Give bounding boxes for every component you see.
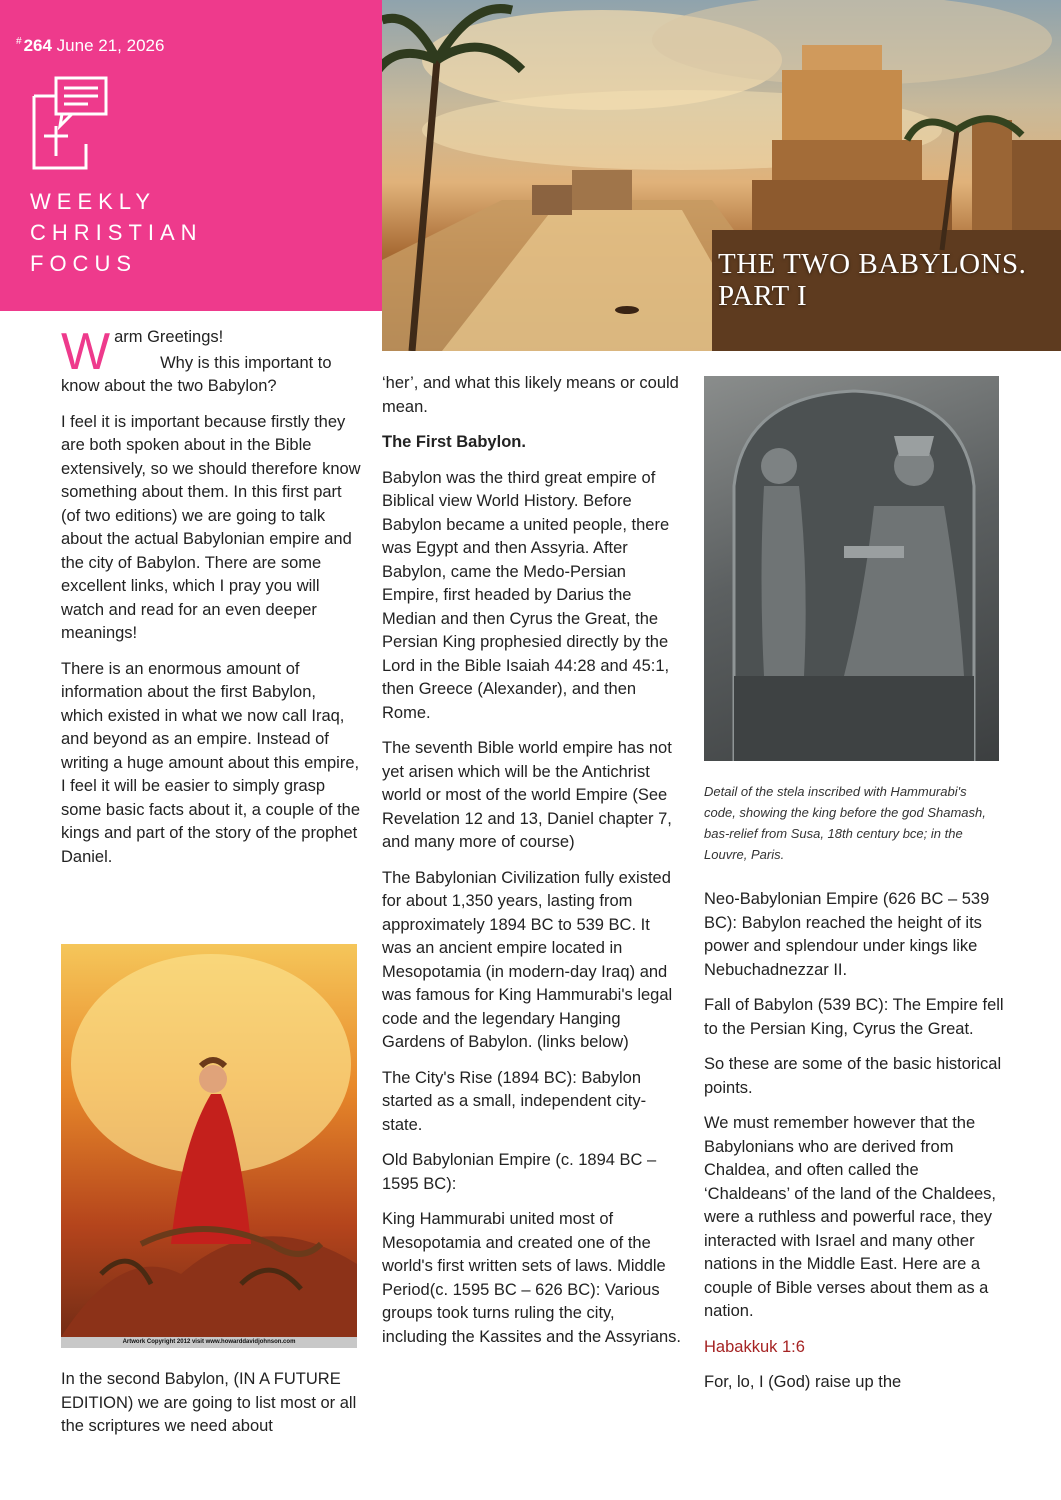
- paragraph: The seventh Bible world empire has not yet arisen which will be the Antichrist world or most of the world Empire (See Revelation 12 and 13, Daniel chapter 7, and many more of course): [382, 739, 672, 851]
- paragraph: We must remember however that the Babylonians who are derived from Chaldea, and often called the ‘Chaldeans’ of the land of the Chaldees, were a ruthless and powerful race, they interacted with Israel and many other nations in the Middle East. Here are a couple of Bible verses about them as a nation.: [704, 1114, 997, 1320]
- paragraph: So these are some of the basic historical points.: [704, 1055, 1002, 1097]
- whore-of-babylon-artwork: [61, 944, 357, 1348]
- paragraph: Fall of Babylon (539 BC): The Empire fell to the Persian King, Cyrus the Great.: [704, 996, 1004, 1038]
- artwork-credit: Artwork Copyright 2012 visit www.howarddavidjohnson.com: [61, 1337, 357, 1348]
- stela-relief-illustration: [704, 376, 999, 761]
- issue-date: June 21, 2026: [56, 36, 165, 55]
- issue-hash: #: [16, 36, 22, 48]
- article-column-3: [704, 888, 1004, 1407]
- drop-cap: W: [61, 323, 111, 381]
- paragraph: Neo-Babylonian Empire (626 BC – 539 BC): Babylon reached the height of its power and splendour under kings like Nebuchadnezzar II.: [704, 890, 990, 979]
- brand-name: [30, 186, 203, 279]
- greeting-paragraph: [61, 323, 361, 399]
- article-title: [718, 248, 1026, 312]
- greeting-text: arm Greetings!: [114, 328, 224, 346]
- hero-image: [382, 0, 1061, 351]
- paragraph: There is an enormous amount of information about the first Babylon, which existed in what we now call Iraq, and beyond as an empire. Instead of writing a huge amount about this empire, I feel it will be easier to simply grasp some basic facts about it, a couple of the kings and part of the story of the prophet Daniel.: [61, 659, 361, 866]
- paragraph: For, lo, I (God) raise up the: [704, 1373, 902, 1391]
- article-column-1: [61, 323, 361, 881]
- paragraph: The Babylonian Civilization fully existed for about 1,350 years, lasting from approximately 1894 BC to 539 BC. It was an ancient empire located in Mesopotamia (in modern-day Iraq) and was famous for King Hammurabi's legal code and the legendary Hanging Gardens of Babylon. (links below): [382, 868, 673, 1051]
- queen-on-throne-illustration: [61, 944, 357, 1337]
- paragraph: King Hammurabi united most of Mesopotamia and created one of the world's first written sets of laws. Middle Period(c. 1595 BC – 626 BC): Various groups took turns ruling the city, including the Kassites and the Assyrians.: [382, 1210, 682, 1346]
- stela-caption: Detail of the stela inscribed with Hammurabi's code, showing the king before the god Shamash, bas-relief from Susa, 18th century bce; in the Louvre, Paris.: [704, 784, 986, 862]
- paragraph: I feel it is important because firstly they are both spoken about in the Bible extensively, so we should therefore know something about them. In this first part (of two editions) we are going to talk about the actual Babylonian empire and the city of Babylon. There are some excellent links, which I pray you will watch and read for an even deeper meanings!: [61, 412, 361, 642]
- section-heading: The First Babylon.: [382, 433, 526, 451]
- issue-line: [16, 36, 164, 56]
- brand-line-3: FOCUS: [30, 251, 137, 276]
- paragraph: In the second Babylon, (IN A FUTURE EDITION) we are going to list most or all the scriptures we need about: [61, 1370, 357, 1435]
- issue-number: 264: [23, 36, 52, 55]
- scripture-reference: Habakkuk 1:6: [704, 1337, 805, 1356]
- article-title-line-1: THE TWO BABYLONS.: [718, 248, 1027, 280]
- paragraph: The City's Rise (1894 BC): Babylon started as a small, independent city-state.: [382, 1068, 647, 1134]
- brand-line-2: CHRISTIAN: [30, 220, 203, 245]
- masthead: [0, 0, 382, 311]
- paragraph: Babylon was the third great empire of Biblical view World History. Before Babylon became a united people, there was Egypt and then Assyria. After Babylon, came the Medo-Persian Empire, first headed by Darius the Median and then Cyrus the Great, the Persian King prophesied directly by the Lord in the Bible Isaiah 44:28 and 45:1, then Greece (Alexander), and then Rome.: [382, 468, 670, 722]
- brand-line-1: WEEKLY: [30, 189, 157, 214]
- paragraph: Old Babylonian Empire (c. 1894 BC – 1595 BC):: [382, 1151, 657, 1193]
- article-column-2: [382, 372, 682, 1361]
- hammurabi-stela-photo: [704, 376, 999, 761]
- article-title-line-2: PART I: [718, 280, 808, 312]
- paragraph: ‘her’, and what this likely means or could mean.: [382, 374, 679, 416]
- article-column-1-end: [61, 1368, 361, 1451]
- intro-question: Why is this important to know about the two Babylon?: [61, 353, 332, 395]
- message-cross-icon: [30, 74, 110, 170]
